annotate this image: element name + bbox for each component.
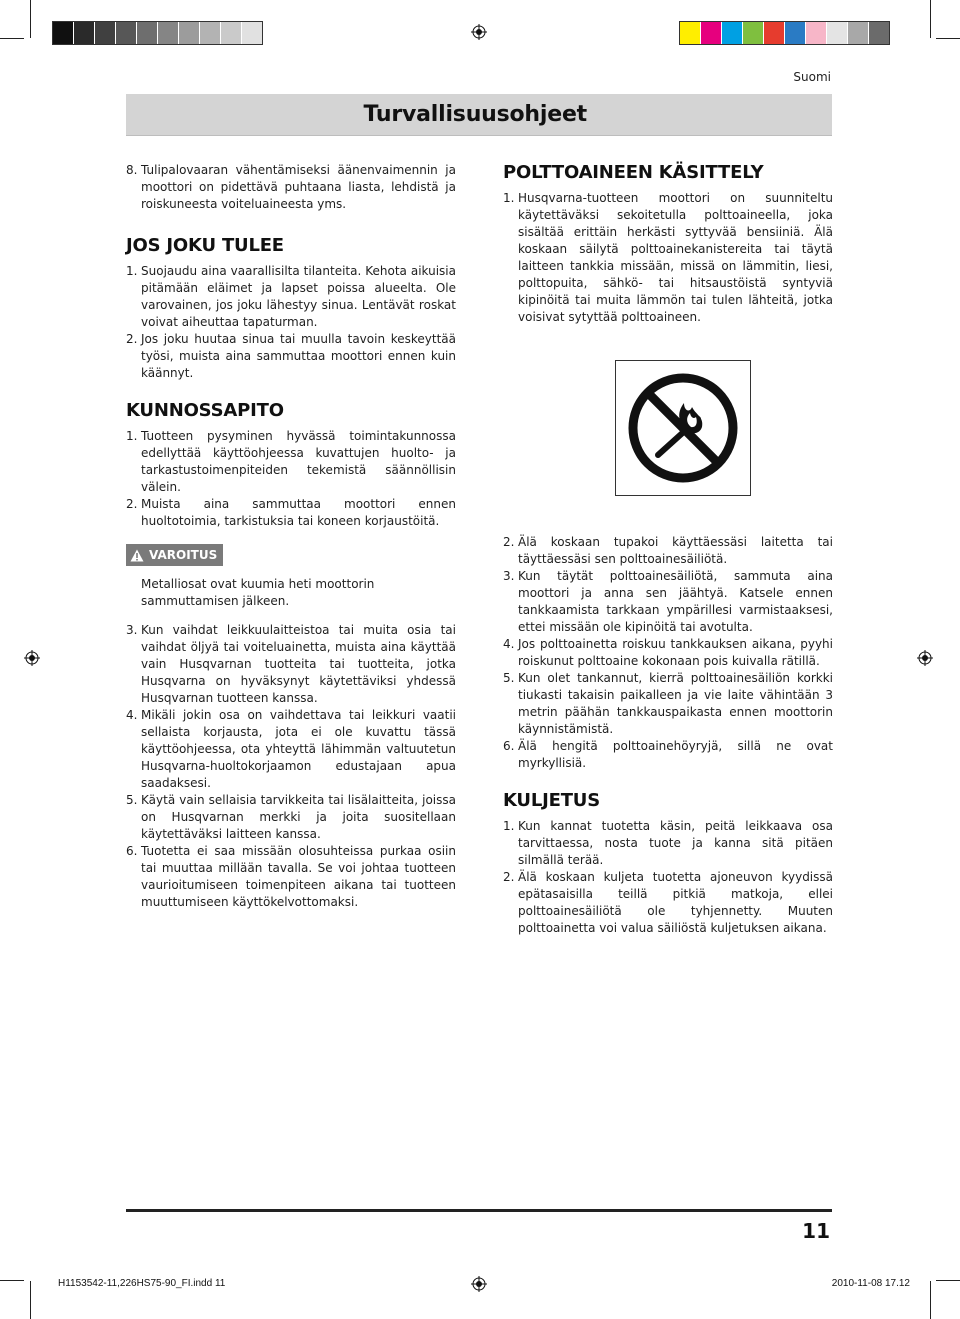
item-number: 5. [503,671,515,685]
registration-mark-icon [917,650,933,666]
crop-mark [30,0,31,38]
item-number: 5. [126,793,138,807]
file-slug: H1153542-11,226HS75-90_FI.indd 11 [58,1278,226,1289]
page-number: 11 [802,1219,830,1243]
list-item [503,534,833,568]
section-list [503,190,833,326]
section-list [503,534,833,772]
process-color-bar [679,21,890,45]
registration-mark-icon [24,650,40,666]
list-item [503,190,833,326]
item-text: Tuotteen pysyminen hyvässä toimintakunnossa edellyttää käyttöohjeessa kuvattujen huolto- ja tarkastustoimenpiteiden tekemistä säännöllisin välein. [141,429,456,494]
section-heading-polttoaineen-kasittely: POLTTOAINEEN KÄSITTELY [503,162,764,183]
color-swatch [179,22,200,44]
date-slug: 2010-11-08 17.12 [831,1278,910,1289]
list-item [503,670,833,738]
crop-mark [930,0,931,38]
item-number: 2. [126,497,138,511]
color-swatch [242,22,262,44]
right-column [503,162,833,937]
item-number: 1. [126,264,138,278]
item-number: 2. [503,870,515,884]
color-swatch [200,22,221,44]
page-title: Turvallisuusohjeet [363,102,587,127]
list-item [503,636,833,670]
color-swatch [221,22,242,44]
crop-mark [0,1280,24,1281]
item-number: 2. [126,332,138,346]
color-swatch [137,22,158,44]
registration-mark-icon [471,1276,487,1292]
section-list [126,622,456,911]
section-heading-jos-joku-tulee: JOS JOKU TULEE [126,235,284,256]
section-list [126,263,456,382]
item-number: 8. [126,163,138,177]
item-text: Muista aina sammuttaa moottori ennen huoltotoimia, tarkistuksia tai koneen korjaustöitä. [141,497,456,528]
color-swatch [116,22,137,44]
item-text: Kun vaihdat leikkuulaitteistoa tai muita osia tai vaihdat öljyä tai voiteluainetta, muista aina käyttää vain Husqvarnan tuotteita tai tuotteita, jotka Husqvarna on hyväksynyt käytettäviksi yhdessä Husqvarnan tuotteen kanssa. [141,623,456,705]
list-item [126,162,456,213]
color-swatch [158,22,179,44]
color-swatch [827,22,848,44]
registration-mark-icon [471,24,487,40]
list-item [126,792,456,843]
list-item [126,843,456,911]
list-item [503,869,833,937]
item-text: Älä koskaan kuljeta tuotetta ajoneuvon kyydissä epätasaisilla teillä pitkiä matkoja, ellei polttoainesäiliötä ole tyhjennetty. Muuten polttoainetta voi valua säiliöstä kuljetuksen aikana. [518,870,833,935]
color-swatch [53,22,74,44]
crop-mark [936,38,960,39]
item-text: Älä koskaan tupakoi käyttäessäsi laitetta tai täyttäessäsi sen polttoainesäiliötä. [518,535,833,566]
list-item [126,622,456,707]
footer-rule [126,1209,832,1212]
item-text: Tuotetta ei saa missään olosuhteissa purkaa osiin tai muuttaa millään tavalla. Se voi johtaa tuotteen vaurioitumiseen toimenpiteen aikana tai tuotteen muuttumiseen käyttökelvottomaksi. [141,844,456,909]
item-number: 1. [503,191,515,205]
crop-mark [30,1281,31,1319]
item-text: Kun kannat tuotetta käsin, peitä leikkaava osa tarvittaessa, nosta tuote ja kanna sitä pitäen silmällä terää. [518,819,833,867]
crop-mark [936,1280,960,1281]
color-swatch [680,22,701,44]
section-heading-kuljetus: KULJETUS [503,790,600,811]
color-swatch [701,22,722,44]
item-text: Husqvarna-tuotteen moottori on suunniteltu käytettäväksi sekoitetulla polttoaineella, joka sisältää erittäin herkästi syttyvää bensiiniä. Älä koskaan säilytä polttoainekanistereita tai täytä laitteen tankkia missään, missä on lämmitin, liesi, polttopuita, sähkö- tai hitsaustöistä syntyviä kipinöitä tai muita lämmön tai tulen lähteitä, jotka voisivat sytyttää polttoaineen. [518,191,833,324]
warning-text: Metalliosat ovat kuumia heti moottorin sammuttamisen jälkeen. [141,577,375,608]
list-item [126,496,456,530]
item-text: Jos polttoainetta roiskuu tankkauksen aikana, pyyhi roiskunut polttoaine kokonaan pois kuivalla rätillä. [518,637,833,668]
warning-badge [126,544,223,566]
no-open-flame-sign [615,360,751,496]
warning-triangle-icon [130,549,144,562]
color-swatch [722,22,743,44]
list-item [126,263,456,331]
grayscale-color-bar [52,21,263,45]
item-number: 6. [503,739,515,753]
no-open-flame-icon [628,373,738,483]
item-text: Käytä vain sellaisia tarvikkeita tai lisälaitteita, joissa on Husqvarnan merkki ja joita suositellaan käytettäväksi laitteen kanssa. [141,793,456,841]
warning-label: VAROITUS [149,547,218,562]
item-number: 1. [126,429,138,443]
color-swatch [785,22,806,44]
color-swatch [869,22,889,44]
item-text: Kun olet tankannut, kierrä polttoainesäiliön korkki tiukasti takaisin paikalleen ja vie laite vähintään 3 metrin päähän tankkauspaikasta ennen moottorin käynnistämistä. [518,671,833,736]
item-number: 3. [503,569,515,583]
list-item [503,568,833,636]
list-item [503,738,833,772]
item-text: Suojaudu aina vaarallisilta tilanteita. Kehota aikuisia pitämään eläimet ja lapset poissa alueelta. Ole varovainen, jos joku lähestyy sinua. Lentävät roskat voivat aiheuttaa tapaturman. [141,264,456,329]
color-swatch [74,22,95,44]
color-swatch [95,22,116,44]
item-text: Mikäli jokin osa on vaihdettava tai leikkuri vaatii sellaista korjausta, jota ei ole kuvattu tässä käyttöohjeessa, ota yhteyttä lähimmän valtuutetun Husqvarna-huoltokorjaamon edustajaan apua saadaksesi. [141,708,456,790]
list-item [503,818,833,869]
left-column [126,162,456,911]
color-swatch [764,22,785,44]
color-swatch [848,22,869,44]
language-label: Suomi [793,70,831,84]
list-item [126,331,456,382]
item-number: 4. [503,637,515,651]
item-text: Tulipalovaaran vähentämiseksi äänenvaimennin ja moottori on pidettävä puhtaana liasta, lehdistä ja roiskuneesta voiteluaineesta yms. [141,163,456,211]
crop-mark [930,1281,931,1319]
item-number: 4. [126,708,138,722]
title-bar [126,94,832,136]
section-heading-kunnossapito: KUNNOSSAPITO [126,400,284,421]
crop-mark [0,38,24,39]
item-text: Kun täytät polttoainesäiliötä, sammuta aina moottori ja anna sen jäähtyä. Katsele ennen tankkaamista tarkkaan ympärillesi varmistaaksesi, ettei missään ole kipinöitä tai avotulta. [518,569,833,634]
section-list [126,428,456,530]
item-text: Jos joku huutaa sinua tai muulla tavoin keskeyttää työsi, muista aina sammuttaa moottori ennen kuin käännyt. [141,332,456,380]
list-item [126,707,456,792]
list-item [126,428,456,496]
section-list [503,818,833,937]
item-text: Älä hengitä polttoainehöyryjä, sillä ne ovat myrkyllisiä. [518,739,833,770]
color-swatch [743,22,764,44]
color-swatch [806,22,827,44]
item-number: 6. [126,844,138,858]
item-number: 1. [503,819,515,833]
item-number: 2. [503,535,515,549]
item-number: 3. [126,623,138,637]
